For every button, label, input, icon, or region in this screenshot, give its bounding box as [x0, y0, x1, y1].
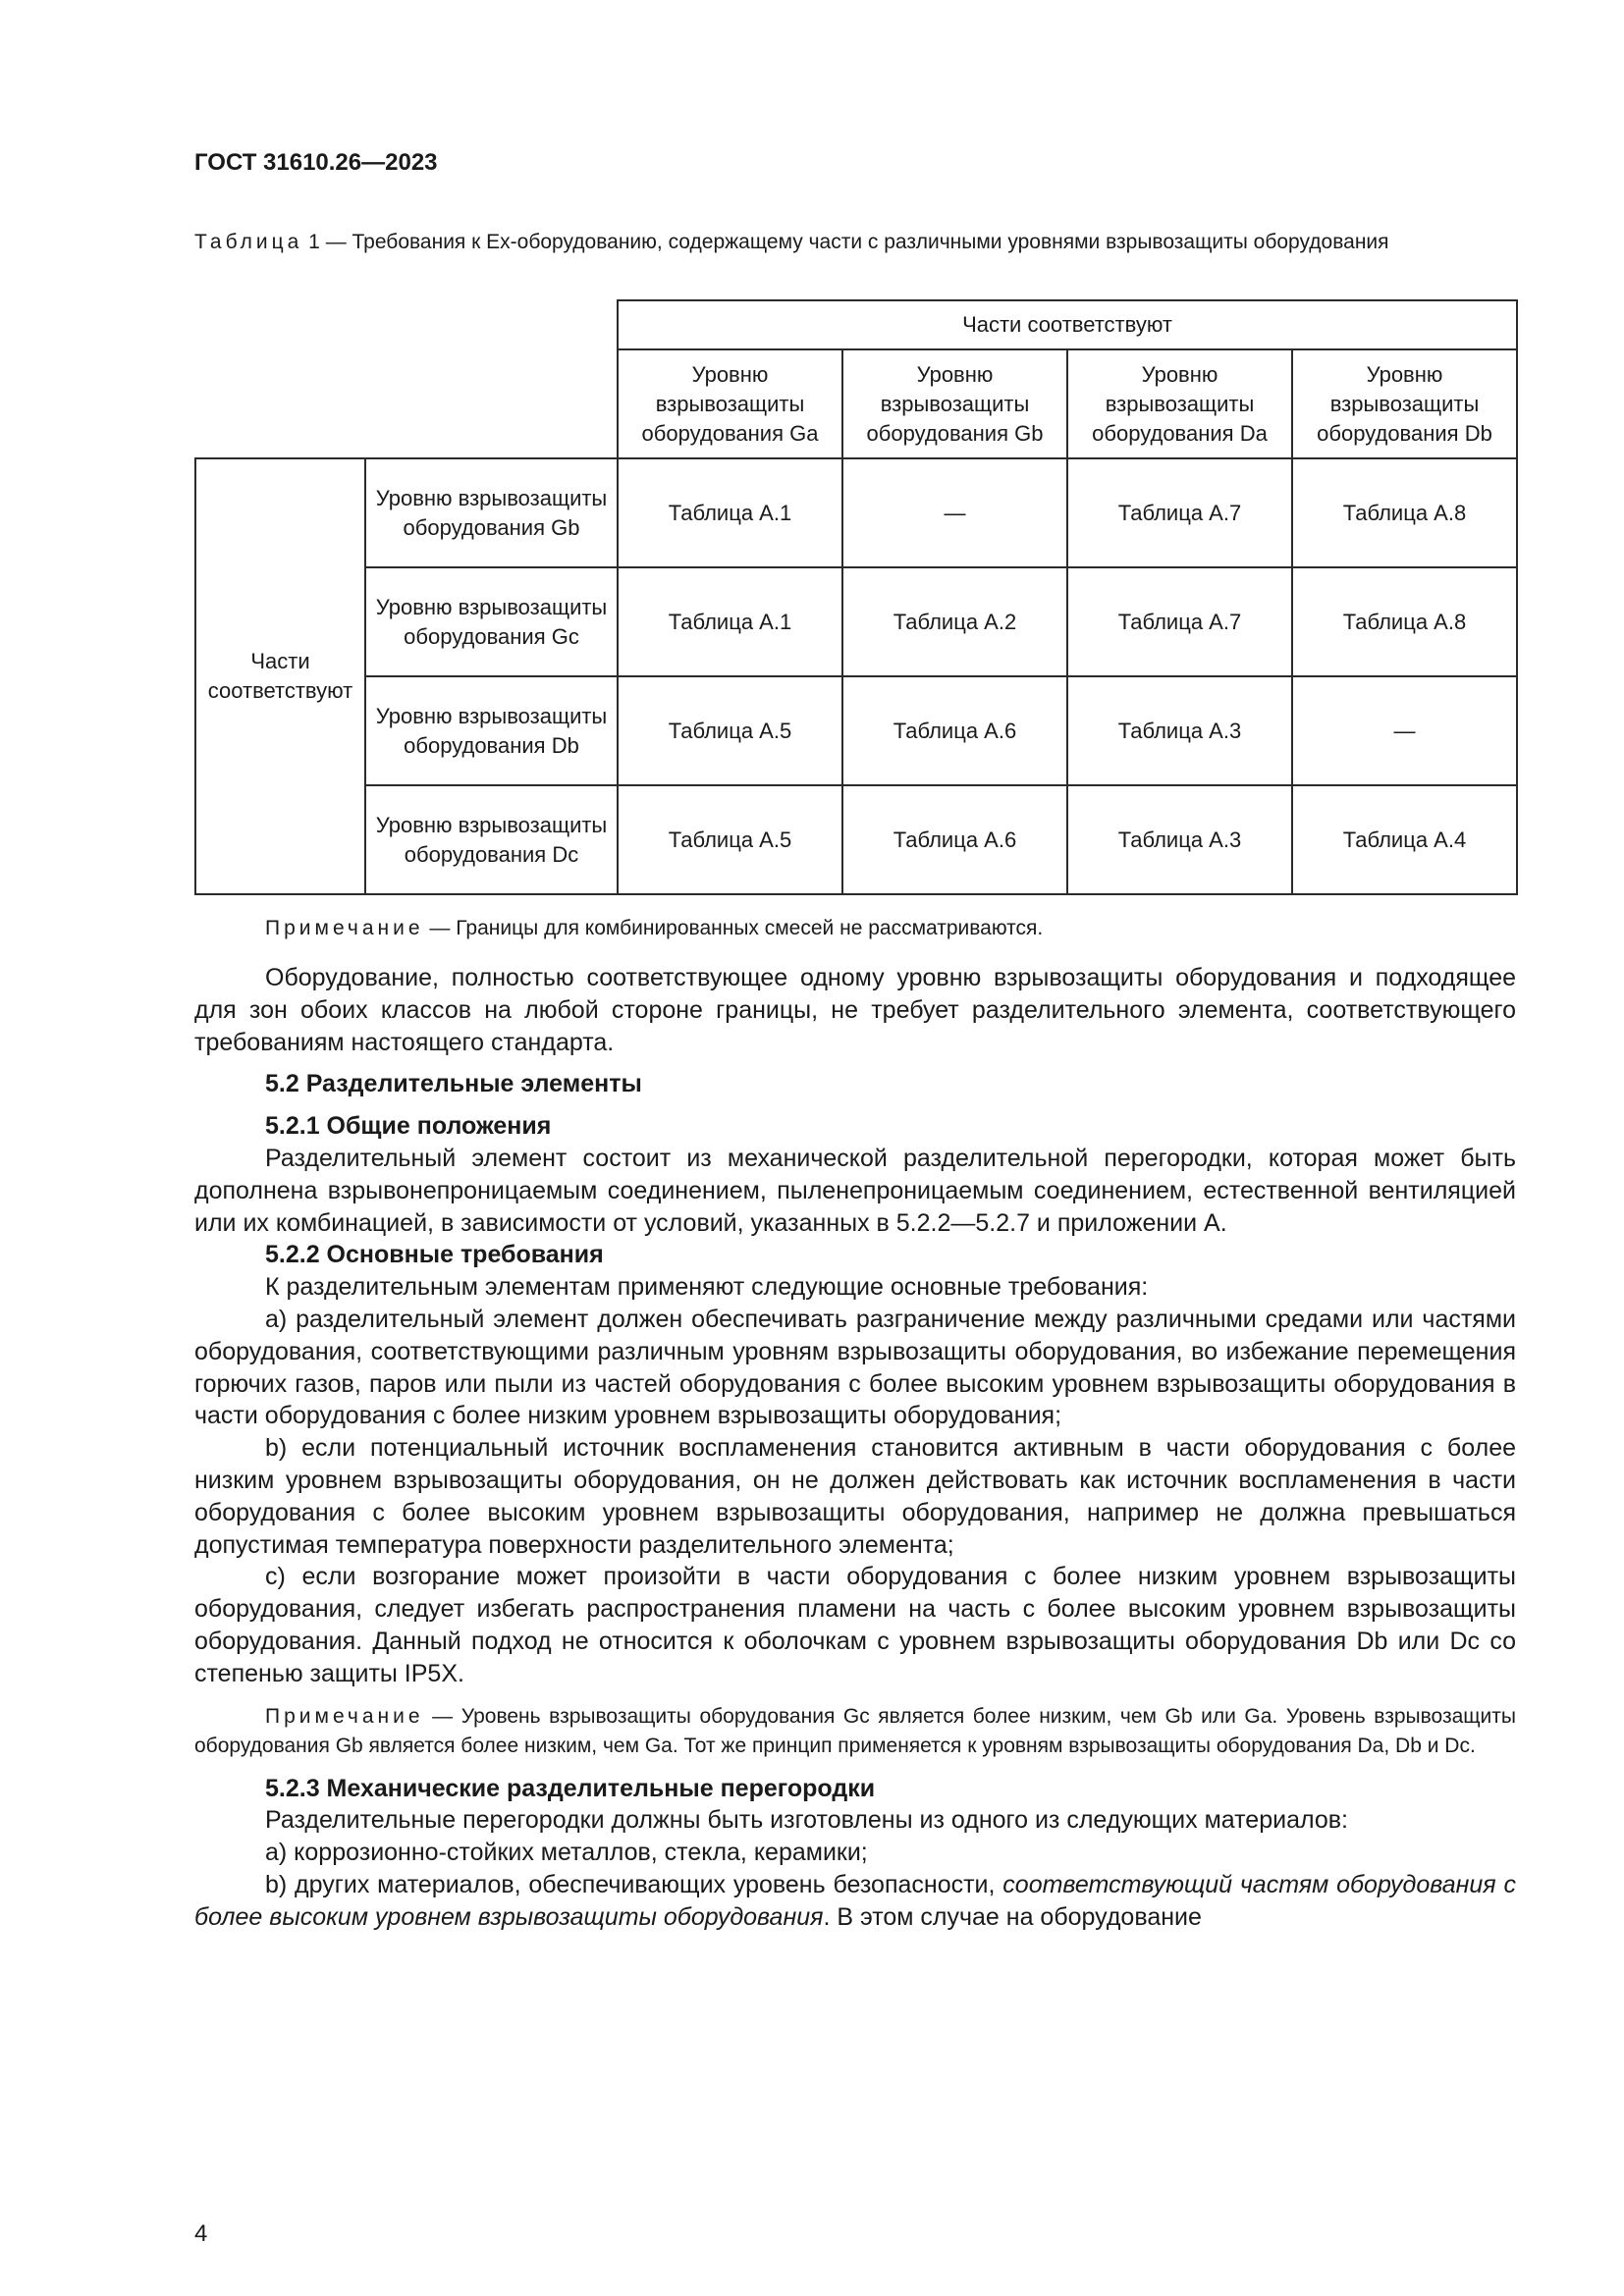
- table-caption: [194, 228, 1516, 256]
- list-item: [194, 1869, 1516, 1934]
- row-header: Уровню взрывозащиты оборудования Db: [365, 676, 618, 785]
- table-cell: Таблица А.7: [1067, 567, 1292, 676]
- table-empty-corner: [195, 300, 618, 458]
- table-row: [195, 458, 1517, 567]
- row-header: Уровню взрывозащиты оборудования Gc: [365, 567, 618, 676]
- table-row: [195, 676, 1517, 785]
- list-item-emphasis: соответствующий частям оборудования с более высоким уровнем взрывозащиты оборудования: [194, 1870, 1516, 1931]
- table-row: [195, 567, 1517, 676]
- table-caption-text: 1 — Требования к Ex-оборудованию, содержащему части с различными уровнями взрывозащиты оборудования: [302, 231, 1389, 253]
- requirements-table: [194, 299, 1518, 895]
- note-text: — Уровень взрывозащиты оборудования Gc является более низким, чем Gb или Ga. Уровень взрывозащиты оборудования Gb является более низким, чем Ga. Тот же принцип применяется к уровням взрывозащиты оборудования Da, Db и Dc.: [194, 1704, 1516, 1757]
- table-cell: —: [842, 458, 1067, 567]
- table-cell: Таблица А.2: [842, 567, 1067, 676]
- note-text: — Границы для комбинированных смесей не рассматриваются.: [423, 917, 1044, 939]
- table-cell: Таблица А.7: [1067, 458, 1292, 567]
- table-cell: Таблица А.1: [618, 567, 842, 676]
- table-cell: Таблица А.8: [1292, 567, 1517, 676]
- table-cell: Таблица А.6: [842, 676, 1067, 785]
- column-header: Уровню взрывозащиты оборудования Gb: [842, 349, 1067, 458]
- note: [194, 1702, 1516, 1761]
- body-text: [194, 962, 1516, 1934]
- column-header: Уровню взрывозащиты оборудования Da: [1067, 349, 1292, 458]
- list-item: a) коррозионно-стойких металлов, стекла, керамики;: [265, 1839, 868, 1867]
- note-label: Примечание: [265, 917, 424, 939]
- paragraph: К разделительным элементам применяют следующие основные требования:: [265, 1273, 1149, 1302]
- table-caption-label: Таблица: [194, 231, 303, 253]
- section-heading: 5.2.3 Механические разделительные перегородки: [265, 1774, 876, 1802]
- note-label: Примечание: [265, 1704, 424, 1728]
- table-cell: Таблица А.6: [842, 785, 1067, 894]
- row-header: Уровню взрывозащиты оборудования Dc: [365, 785, 618, 894]
- paragraph: Оборудование, полностью соответствующее одному уровню взрывозащиты оборудования и подходящее для зон обоих классов на любой стороне границы, не требует разделительного элемента, соответствующего требованиям настоящего стандарта.: [194, 964, 1516, 1056]
- table-cell: Таблица А.3: [1067, 676, 1292, 785]
- paragraph: Разделительные перегородки должны быть изготовлены из одного из следующих материалов:: [265, 1806, 1348, 1835]
- table-cell: Таблица А.3: [1067, 785, 1292, 894]
- list-item: a) разделительный элемент должен обеспечивать разграничение между различными средами или частями оборудования, соответствующими различным уровням взрывозащиты оборудования, во избежание перемещения горючих газов, паров или пыли из частей оборудования с более высоким уровнем взрывозащиты оборудования в части оборудования с более низким уровнем взрывозащиты оборудования;: [194, 1305, 1516, 1430]
- section-heading: 5.2 Разделительные элементы: [265, 1070, 642, 1098]
- table-cell: —: [1292, 676, 1517, 785]
- paragraph: Разделительный элемент состоит из механической разделительной перегородки, которая может быть дополнена взрывонепроницаемым соединением, пыленепроницаемым соединением, естественной вентиляцией или их комбинацией, в зависимости от условий, указанных в 5.2.2—5.2.7 и приложении А.: [194, 1144, 1516, 1237]
- column-header: Уровню взрывозащиты оборудования Ga: [618, 349, 842, 458]
- document-header: ГОСТ 31610.26—2023: [194, 149, 438, 176]
- column-header: Уровню взрывозащиты оборудования Db: [1292, 349, 1517, 458]
- section-heading: 5.2.1 Общие положения: [265, 1112, 552, 1141]
- table-row: [195, 785, 1517, 894]
- table-cell: Таблица А.1: [618, 458, 842, 567]
- page-number: 4: [194, 2220, 208, 2247]
- table-cell: Таблица А.5: [618, 785, 842, 894]
- list-item: b) если потенциальный источник воспламенения становится активным в части оборудования с более низким уровнем взрывозащиты оборудования, он не должен действовать как источник воспламенения в части оборудования с более высоким уровнем взрывозащиты оборудования, например не должна превышаться допустимая температура поверхности разделительного элемента;: [194, 1434, 1516, 1559]
- list-item-text: . В этом случае на оборудование: [823, 1902, 1202, 1931]
- table-cell: Таблица А.8: [1292, 458, 1517, 567]
- row-header: Уровню взрывозащиты оборудования Gb: [365, 458, 618, 567]
- table-cell: Таблица А.4: [1292, 785, 1517, 894]
- list-item-text: b) других материалов, обеспечивающих уровень безопасности,: [265, 1870, 1003, 1898]
- list-item: c) если возгорание может произойти в части оборудования с более низким уровнем взрывозащиты оборудования, следует избегать распространения пламени на часть с более высоким уровнем взрывозащиты оборудования. Данный подход не относится к оболочкам с уровнем взрывозащиты оборудования Db или Dc со степенью защиты IP5X.: [194, 1563, 1516, 1687]
- column-group-header: Части соответствуют: [618, 300, 1517, 349]
- section-heading: 5.2.2 Основные требования: [265, 1241, 604, 1269]
- table-cell: Таблица А.5: [618, 676, 842, 785]
- row-group-header: Части соответствуют: [195, 458, 365, 894]
- table-note: [265, 917, 1043, 940]
